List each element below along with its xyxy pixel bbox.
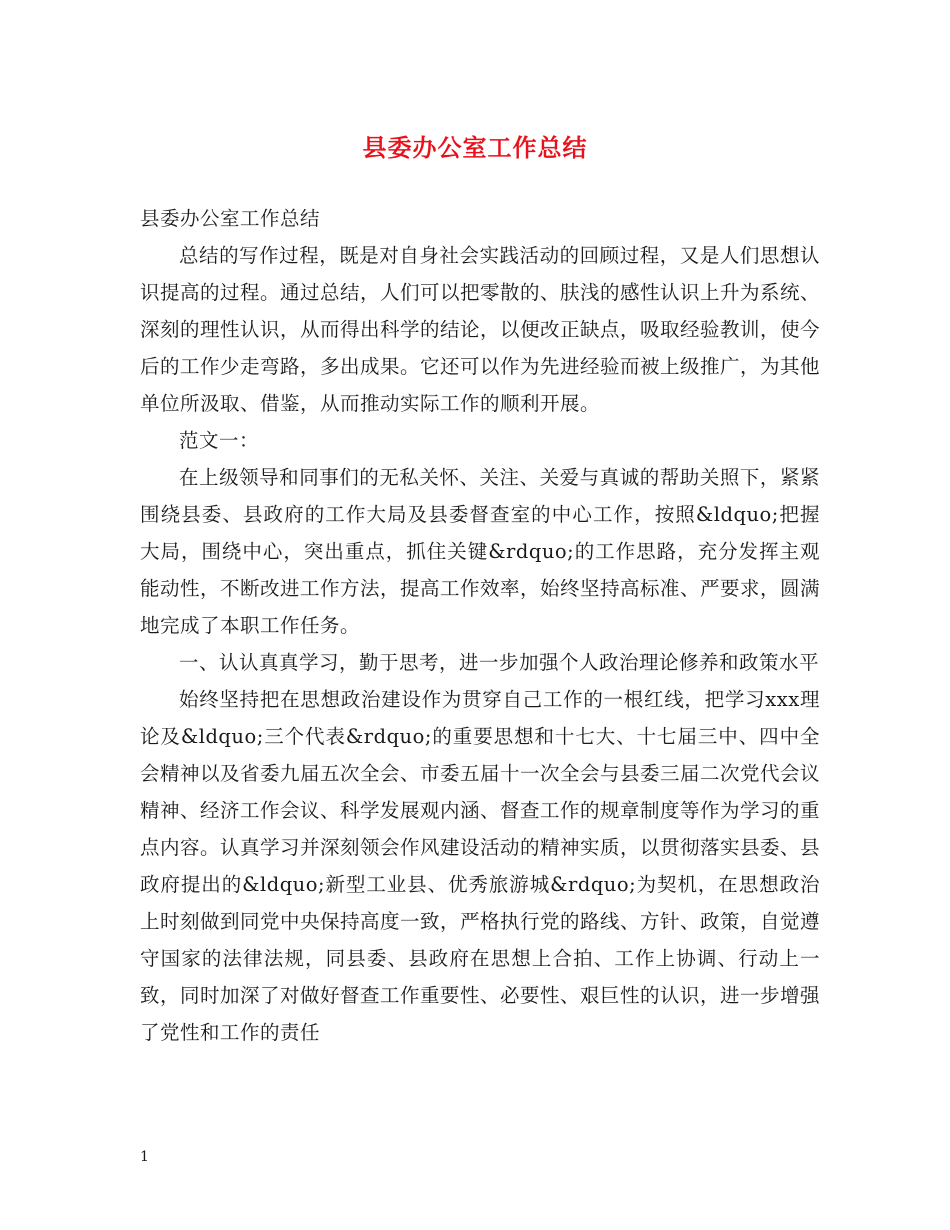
paragraph-section-heading: 一、认认真真学习，勤于思考，进一步加强个人政治理论修养和政策水平 <box>179 651 820 674</box>
document-title: 县委办公室工作总结 <box>362 133 588 162</box>
paragraph-section-body: 始终坚持把在思想政治建设作为贯穿自己工作的一根红线，把学习xxx理论及&ldquo;三个代表&rdquo;的重要思想和十七大、十七届三中、四中全会精神以及省委九届五次全会、市委五届十一次全会与县委三届二次党代会议精神、经济工作会议、科学发展观内涵、督查工作的规章制度等作为学习的重点内容。认真学习并深刻领会作风建设活动的精神实质，以贯彻落实县委、县政府提出的&ldquo;新型工业县、优秀旅游城&rdquo;为契机，在思想政治上时刻做到同党中央保持高度一致，严格执行党的路线、方针、政策，自觉遵守国家的法律法规，同县委、县政府在思想上合拍、工作上协调、行动上一致，同时加深了对做好督查工作重要性、必要性、艰巨性的认识，进一步增强了党性和工作的责任 <box>140 688 821 1044</box>
paragraph-subtitle: 县委办公室工作总结 <box>140 207 321 230</box>
paragraph-intro: 总结的写作过程，既是对自身社会实践活动的回顾过程，又是人们思想认识提高的过程。通过总结，人们可以把零散的、肤浅的感性认识上升为系统、深刻的理性认识，从而得出科学的结论，以便改正缺点，吸取经验教训，使今后的工作少走弯路，多出成果。它还可以作为先进经验而被上级推广，为其他单位所汲取、借鉴，从而推动实际工作的顺利开展。 <box>140 244 821 415</box>
paragraph-sample-heading: 范文一： <box>179 429 260 452</box>
document-body <box>140 200 820 1051</box>
page-number: 1 <box>140 1149 149 1165</box>
paragraph-sample-body: 在上级领导和同事们的无私关怀、关注、关爱与真诚的帮助关照下，紧紧围绕县委、县政府的工作大局及县委督查室的中心工作，按照&ldquo;把握大局，围绕中心，突出重点，抓住关键&rdquo;的工作思路，充分发挥主观能动性，不断改进工作方法，提高工作效率，始终坚持高标准、严要求，圆满地完成了本职工作任务。 <box>140 466 821 637</box>
